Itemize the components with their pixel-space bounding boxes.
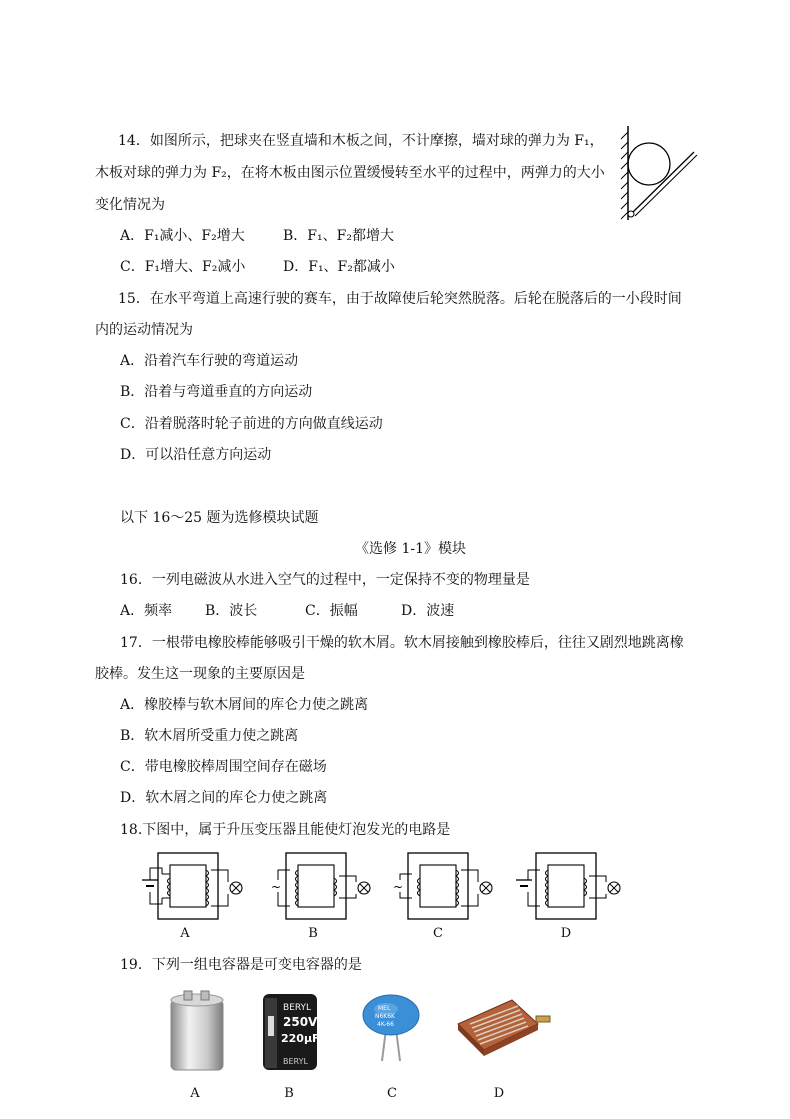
q16-line-1: 16．一列电磁波从水进入空气的过程中，一定保持不变的物理量是 <box>120 572 530 588</box>
q18-line-1: 18.下图中，属于升压变压器且能使灯泡发光的电路是 <box>120 822 451 838</box>
q19-label-b: B <box>284 1086 294 1101</box>
capacitor-b-brand-bottom: BERYL <box>283 1057 308 1066</box>
q15-option-c: C．沿着脱落时轮子前进的方向做直线运动 <box>120 416 383 432</box>
q17-line-2: 胶棒。发生这一现象的主要原因是 <box>95 666 305 682</box>
q17-option-d: D．软木屑之间的库仑力使之跳离 <box>120 790 328 806</box>
q17-option-b: B．软木屑所受重力使之跳离 <box>120 728 299 744</box>
q18-label-b: B <box>308 926 318 941</box>
q14-ball-wall-board-figure <box>618 122 700 226</box>
q18-label-a: A <box>180 926 190 941</box>
q16-option-d: D．波速 <box>401 603 455 619</box>
q17-option-a: A．橡胶棒与软木屑间的库仑力使之跳离 <box>120 697 369 713</box>
capacitor-b-capacitance: 220μF <box>281 1032 320 1045</box>
capacitor-b-image <box>259 992 321 1072</box>
capacitor-c-mark-1: MEL <box>378 1005 391 1012</box>
circuit-c <box>393 853 492 919</box>
circuit-a <box>142 853 242 919</box>
q15-line-1: 15．在水平弯道上高速行驶的赛车，由于故障使后轮突然脱落。后轮在脱落后的一小段时间 <box>118 291 682 307</box>
q19-label-d: D <box>493 1086 505 1101</box>
q14-option-c: C．F₁增大、F₂减小 <box>120 259 246 275</box>
q19-line-1: 19．下列一组电容器是可变电容器的是 <box>120 957 362 973</box>
q17-option-c: C．带电橡胶棒周围空间存在磁场 <box>120 759 327 775</box>
q17-line-1: 17．一根带电橡胶棒能够吸引干燥的软木屑。软木屑接触到橡胶棒后，往往又剧烈地跳离橡 <box>120 635 684 651</box>
capacitor-c-image <box>360 993 424 1063</box>
svg-text:~: ~ <box>393 880 404 894</box>
q18-label-d: D <box>560 926 572 941</box>
q15-line-2: 内的运动情况为 <box>95 322 193 338</box>
capacitor-c-mark-3: 4K-66 <box>377 1021 394 1028</box>
q14-line-1: 14．如图所示，把球夹在竖直墙和木板之间，不计摩擦，墙对球的弹力为 F₁， <box>118 133 604 149</box>
circuit-b <box>271 853 370 919</box>
q19-label-c: C <box>387 1086 397 1101</box>
q15-option-a: A．沿着汽车行驶的弯道运动 <box>120 353 299 369</box>
capacitor-b-voltage: 250V <box>283 1015 318 1029</box>
q14-line-3: 变化情况为 <box>95 197 165 213</box>
q14-option-a: A．F₁减小、F₂增大 <box>120 228 245 244</box>
q15-option-b: B．沿着与弯道垂直的方向运动 <box>120 384 313 400</box>
q14-option-d: D．F₁、F₂都减小 <box>283 259 395 275</box>
q16-option-c: C．振幅 <box>305 603 358 619</box>
q18-label-c: C <box>433 926 443 941</box>
q16-option-a: A．频率 <box>120 603 173 619</box>
section-intro: 以下 16～25 题为选修模块试题 <box>120 510 319 526</box>
q14-line-2: 木板对球的弹力为 F₂，在将木板由图示位置缓慢转至水平的过程中，两弹力的大小 <box>95 165 605 181</box>
capacitor-d-image <box>452 994 552 1062</box>
circuit-d <box>516 853 620 919</box>
q15-option-d: D．可以沿任意方向运动 <box>120 447 272 463</box>
capacitor-c-mark-2: N6K6K <box>375 1013 395 1020</box>
capacitor-b-brand: BERYL <box>283 1003 312 1013</box>
q18-transformer-circuits <box>128 850 628 924</box>
module-title: 《选修 1-1》模块 <box>355 541 466 557</box>
capacitor-a-image <box>168 988 226 1074</box>
svg-text:~: ~ <box>271 880 282 894</box>
q19-label-a: A <box>190 1086 200 1101</box>
q14-option-b: B．F₁、F₂都增大 <box>283 228 394 244</box>
q16-option-b: B．波长 <box>205 603 258 619</box>
